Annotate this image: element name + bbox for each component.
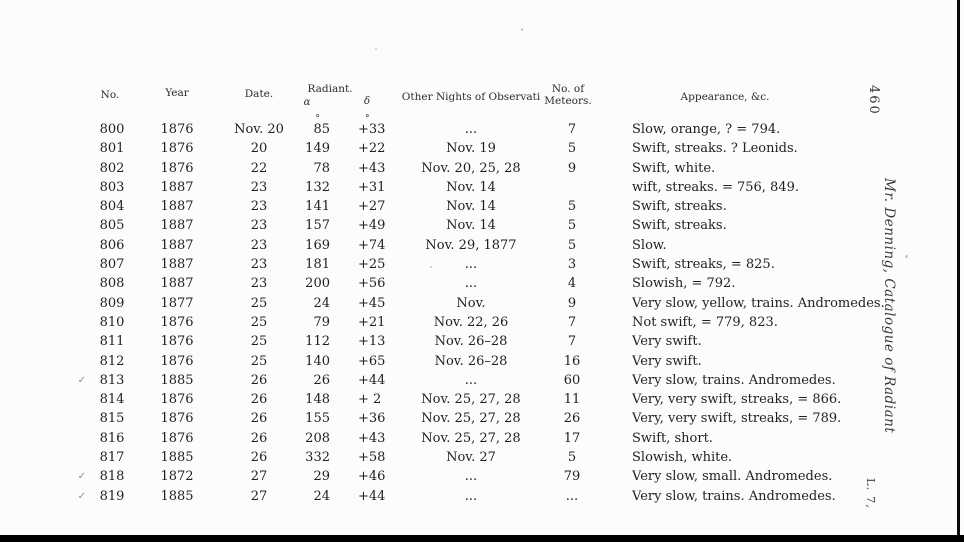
cell-no: 805 (99, 218, 125, 234)
row-checkmark (60, 120, 90, 139)
cell-meteor-count: 9 (567, 295, 577, 311)
cell-no: 816 (99, 430, 125, 446)
cell-radiant-alpha: 155 (305, 411, 330, 427)
table-row (60, 332, 900, 351)
table-row (60, 390, 900, 409)
cell-radiant-alpha: 26 (313, 372, 330, 388)
cell-radiant-alpha: 29 (313, 469, 330, 485)
row-checkmark (60, 409, 90, 428)
cell-year: 1876 (160, 122, 194, 137)
cell-radiant-alpha: 169 (305, 237, 330, 253)
cell-appearance: Swift, streaks. ? Leonids. (632, 141, 798, 157)
table-rows (60, 114, 900, 506)
cell-radiant-delta: + 2 (358, 392, 382, 408)
checkmark-icon: ✓ (77, 374, 86, 386)
scan-border-bottom (0, 535, 964, 542)
cell-meteor-count: 9 (567, 160, 577, 176)
table-row (60, 371, 900, 390)
cell-radiant-delta: +44 (358, 372, 386, 388)
row-checkmark (60, 159, 90, 178)
cell-other-nights: ... (464, 276, 478, 292)
cell-other-nights: ... (464, 469, 478, 485)
cell-appearance: Very slow, trains. Andromedes. (632, 488, 836, 504)
cell-year: 1885 (160, 450, 194, 466)
scan-speck (375, 48, 377, 50)
cell-other-nights: ... (464, 257, 478, 273)
row-checkmark (60, 255, 90, 274)
table-row (60, 467, 900, 486)
cell-other-nights: Nov. 25, 27, 28 (421, 392, 521, 408)
cell-meteor-count: 60 (563, 372, 581, 388)
row-checkmark (60, 178, 90, 197)
column-header-appearance: Appearance, &c. (680, 91, 770, 103)
cell-year: 1876 (160, 314, 194, 330)
cell-date: 22 (250, 160, 268, 176)
cell-other-nights: Nov. 25, 27, 28 (421, 411, 521, 427)
cell-radiant-delta: +31 (358, 179, 386, 195)
cell-meteor-count: 5 (567, 141, 577, 157)
cell-other-nights: Nov. 14 (446, 199, 496, 215)
row-checkmark (60, 197, 90, 216)
row-checkmark (60, 274, 90, 293)
cell-other-nights: Nov. 27 (446, 450, 496, 466)
cell-radiant-delta: +36 (358, 411, 386, 427)
column-header-delta: δ (363, 96, 371, 107)
cell-appearance: wift, streaks. = 756, 849. (632, 179, 800, 195)
column-header-other-nights: Other Nights of Observati (401, 91, 541, 103)
cell-date: Nov. 20 (234, 122, 284, 137)
cell-radiant-alpha: 85 ° (313, 114, 330, 137)
cell-date: 26 (250, 392, 268, 408)
column-header-meteors (537, 84, 599, 107)
cell-other-nights: ... (464, 372, 478, 388)
cell-meteor-count: 17 (563, 430, 581, 446)
cell-year: 1887 (160, 199, 194, 215)
cell-date: 23 (250, 257, 268, 273)
cell-appearance: Swift, short. (632, 430, 713, 446)
cell-radiant-delta: +43 (358, 160, 386, 176)
cell-radiant-delta: +46 (358, 469, 386, 485)
table-row (60, 216, 900, 235)
column-header-year: Year (165, 87, 189, 99)
cell-meteor-count: 4 (567, 276, 577, 292)
cell-no: 801 (99, 141, 125, 157)
cell-no: 809 (99, 295, 125, 311)
cell-year: 1876 (160, 411, 194, 427)
cell-year: 1885 (160, 488, 194, 504)
cell-meteor-count: 3 (567, 257, 577, 273)
table-row (60, 255, 900, 274)
cell-other-nights: Nov. 25, 27, 28 (421, 430, 521, 446)
cell-meteor-count: 5 (567, 199, 577, 215)
cell-year: 1887 (160, 179, 194, 195)
cell-radiant-alpha: 78 (313, 160, 330, 176)
cell-radiant-alpha: 141 (305, 199, 330, 215)
cell-radiant-delta: +27 (358, 199, 386, 215)
cell-meteor-count: 11 (563, 392, 581, 408)
cell-radiant-delta: +43 (358, 430, 386, 446)
cell-other-nights: Nov. 14 (446, 218, 496, 234)
cell-appearance: Very slow, small. Andromedes. (632, 469, 833, 485)
cell-appearance: Slow, orange, ? = 794. (632, 122, 781, 137)
table-row (60, 448, 900, 467)
cell-radiant-alpha: 148 (305, 392, 330, 408)
table-row (60, 197, 900, 216)
cell-meteor-count (542, 178, 602, 197)
cell-date: 20 (250, 141, 268, 157)
cell-year: 1887 (160, 218, 194, 234)
cell-radiant-delta: +74 (358, 237, 386, 253)
cell-date: 27 (250, 469, 268, 485)
cell-meteor-count: 16 (563, 353, 581, 369)
cell-year: 1877 (160, 295, 194, 311)
cell-radiant-alpha: 112 (305, 334, 330, 350)
cell-other-nights: Nov. 14 (446, 179, 496, 195)
row-checkmark (60, 294, 90, 313)
cell-radiant-delta: +13 (358, 334, 386, 350)
cell-radiant-delta: +56 (358, 276, 386, 292)
cell-no: 817 (99, 450, 125, 466)
cell-no: 811 (99, 334, 125, 350)
cell-date: 25 (250, 314, 268, 330)
cell-date: 27 (250, 488, 268, 504)
cell-date: 26 (250, 372, 268, 388)
cell-radiant-alpha: 157 (305, 218, 330, 234)
scan-speck (521, 28, 523, 31)
cell-no: 808 (99, 276, 125, 292)
cell-radiant-delta: +22 (358, 141, 386, 157)
cell-radiant-alpha: 79 (313, 314, 330, 330)
cell-year: 1887 (160, 276, 194, 292)
table-row (60, 236, 900, 255)
cell-appearance: Slowish, white. (632, 450, 733, 466)
cell-appearance: Very swift. (632, 334, 702, 350)
cell-other-nights: Nov. 22, 26 (433, 314, 509, 330)
cell-date: 23 (250, 179, 268, 195)
cell-radiant-delta: +49 (358, 218, 386, 234)
column-header-no: No. (100, 89, 120, 101)
cell-date: 23 (250, 218, 268, 234)
row-checkmark (60, 352, 90, 371)
checkmark-icon: ✓ (77, 471, 86, 483)
cell-no: 810 (99, 314, 125, 330)
cell-other-nights: Nov. 26–28 (434, 334, 508, 350)
cell-meteor-count: 7 (567, 314, 577, 330)
cell-year: 1876 (160, 141, 194, 157)
cell-year: 1876 (160, 353, 194, 369)
cell-radiant-alpha: 332 (305, 450, 330, 466)
running-title: Mr. Denning, Catalogue of Radiant (881, 178, 897, 434)
cell-meteor-count: 5 (567, 450, 577, 466)
scan-speck (430, 266, 432, 268)
cell-year: 1885 (160, 372, 194, 388)
page-number: 460 (866, 85, 881, 116)
table-row (60, 274, 900, 293)
table-row (60, 352, 900, 371)
cell-no: 813 (99, 372, 125, 388)
row-checkmark (60, 236, 90, 255)
cell-radiant-alpha: 181 (305, 257, 330, 273)
cell-radiant-delta: +21 (358, 314, 386, 330)
cell-other-nights: ... (464, 122, 478, 137)
cell-date: 26 (250, 411, 268, 427)
cell-radiant-delta: +25 (358, 257, 386, 273)
cell-radiant-alpha: 149 (305, 141, 330, 157)
cell-date: 23 (250, 276, 268, 292)
row-checkmark (60, 390, 90, 409)
cell-other-nights: Nov. 26–28 (434, 353, 508, 369)
cell-no: 806 (99, 237, 125, 253)
table-row (60, 178, 900, 197)
cell-date: 25 (250, 334, 268, 350)
cell-no: 815 (99, 411, 125, 427)
table-row (60, 429, 900, 448)
cell-appearance: Very, very swift, streaks, = 866. (632, 392, 842, 408)
checkmark-icon: ✓ (77, 490, 86, 502)
cell-other-nights: Nov. 19 (446, 141, 496, 157)
cell-radiant-alpha: 24 (313, 488, 330, 504)
cell-date: 23 (250, 237, 268, 253)
cell-date: 25 (250, 295, 268, 311)
cell-meteor-count: 5 (567, 237, 577, 253)
cell-meteor-count: 7 (567, 122, 577, 137)
cell-appearance: Very, very swift, streaks, = 789. (632, 411, 842, 427)
table-row (60, 139, 900, 158)
cell-other-nights: ... (464, 488, 478, 504)
row-checkmark (60, 216, 90, 235)
table-row (60, 487, 900, 506)
cell-year: 1876 (160, 160, 194, 176)
column-header-meteors-line1: No. of (551, 83, 585, 95)
cell-appearance: Not swift, = 779, 823. (632, 314, 778, 330)
cell-no: 804 (99, 199, 125, 215)
cell-no: 812 (99, 353, 125, 369)
cell-no: 807 (99, 257, 125, 273)
degree-mark: ° (315, 114, 320, 124)
cell-meteor-count: 26 (563, 411, 581, 427)
cell-appearance: Slowish, = 792. (632, 276, 736, 292)
column-header-radiant: Radiant. (307, 83, 353, 95)
scan-border-right (957, 0, 960, 542)
table-row (60, 409, 900, 428)
table-row (60, 114, 900, 139)
cell-date: 23 (250, 199, 268, 215)
cell-appearance: Swift, streaks. (632, 218, 727, 234)
cell-radiant-alpha: 140 (305, 353, 330, 369)
cell-appearance: Very swift. (632, 353, 702, 369)
cell-no: 818 (99, 469, 125, 485)
cell-radiant-alpha: 132 (305, 179, 330, 195)
cell-radiant-alpha: 208 (305, 430, 330, 446)
cell-appearance: Very slow, trains. Andromedes. (632, 372, 836, 388)
cell-year: 1887 (160, 237, 194, 253)
cell-year: 1876 (160, 430, 194, 446)
cell-meteor-count: 79 (563, 469, 581, 485)
cell-no: 800 (99, 122, 125, 137)
cell-date: 26 (250, 450, 268, 466)
cell-radiant-alpha: 200 (305, 276, 330, 292)
cell-other-nights: Nov. (456, 295, 486, 311)
cell-radiant-delta: +45 (358, 295, 386, 311)
scan-speck (905, 255, 908, 258)
cell-appearance: Swift, white. (632, 160, 716, 176)
table-row (60, 313, 900, 332)
row-checkmark (60, 448, 90, 467)
cell-year: 1876 (160, 334, 194, 350)
cell-radiant-delta: +33 ° (358, 114, 386, 137)
cell-appearance: Very slow, yellow, trains. Andromedes. (632, 295, 885, 311)
cell-meteor-count: 7 (567, 334, 577, 350)
column-header-meteors-line2: Meteors. (544, 94, 592, 107)
cell-year: 1876 (160, 392, 194, 408)
cell-no: 803 (99, 179, 125, 195)
row-checkmark (60, 429, 90, 448)
cell-meteor-count: ... (565, 488, 579, 504)
cell-radiant-delta: +58 (358, 450, 386, 466)
degree-mark: ° (365, 114, 370, 124)
cell-radiant-delta: +65 (358, 353, 386, 369)
cell-no: 819 (99, 488, 125, 504)
cell-no: 814 (99, 392, 125, 408)
cell-year: 1887 (160, 257, 194, 273)
column-header-alpha: α (303, 97, 311, 108)
table-row (60, 159, 900, 178)
cell-date: 25 (250, 353, 268, 369)
signature-mark: L. 7, (864, 478, 878, 509)
cell-other-nights: Nov. 20, 25, 28 (421, 160, 521, 176)
row-checkmark (60, 332, 90, 351)
cell-date: 26 (250, 430, 268, 446)
row-checkmark (60, 139, 90, 158)
cell-appearance: Swift, streaks. (632, 199, 727, 215)
column-header-date: Date. (244, 88, 274, 100)
cell-radiant-alpha: 24 (313, 295, 330, 311)
row-checkmark (60, 313, 90, 332)
cell-radiant-delta: +44 (358, 488, 386, 504)
table-row (60, 294, 900, 313)
cell-year: 1872 (160, 469, 194, 485)
cell-appearance: Swift, streaks, = 825. (632, 257, 775, 273)
cell-meteor-count: 5 (567, 218, 577, 234)
cell-other-nights: Nov. 29, 1877 (425, 237, 517, 253)
cell-no: 802 (99, 160, 125, 176)
cell-appearance: Slow. (632, 237, 667, 253)
